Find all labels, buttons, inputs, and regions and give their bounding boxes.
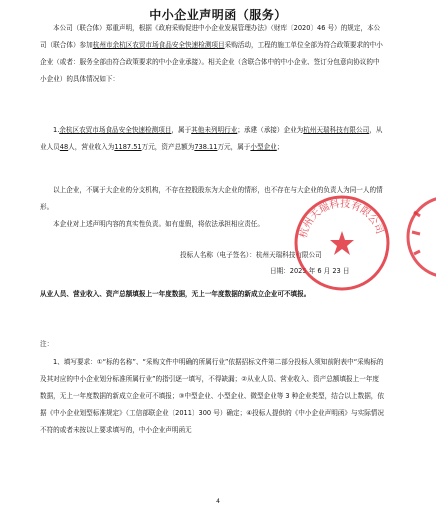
item-text: ，从业人员 — [40, 126, 383, 151]
date-line — [270, 264, 349, 278]
note-body: 1、填写要求：①“标的名称”、“采购文件中明确的所属行业”依据招标文件第二部分投标人须知前附表中“采购标的及其对应的中小企业划分标准所属行业”的指引逐一填写，不得缺漏；②从业人员、营业收入、资产总额填报上一年度数据，无上一年度数据的新成立企业可不填报；③中型企业、小型企业、微型企业等 3 种企业类型，结合以上数据，依据《中小企业划型标准规定》（工信部联企业〔2011〕300 号）确定；④投标人提供的《中小企业声明函》与实际情况不符的或者未按以上要求填写的，中小企业声明函无 — [40, 358, 384, 434]
item-text: 人，营业收入为 — [68, 143, 115, 151]
data-note: 从业人员、营业收入、资产总额填报上一年度数据，无上一年度数据的新成立企业可不填报。 — [40, 290, 311, 298]
declaration-text-1: 本公司（联合体）郑重声明，根据《政府采购促进中小企业发展管理办法》 — [53, 24, 271, 32]
item-text: ；承建（承接）企业为 — [237, 126, 304, 134]
item-text: 万元，属于 — [217, 143, 251, 151]
declaration-paragraph — [40, 20, 384, 88]
seal-text: 杭州天瑞科技有限公司 — [298, 198, 385, 240]
project-name: 杭州市余杭区农贸市场食品安全快速检测项目 — [92, 41, 225, 49]
item-size: 小型企业 — [250, 143, 277, 151]
signature-value: 杭州天瑞科技有限公司 — [255, 251, 322, 259]
enterprise-details-paragraph — [40, 122, 384, 156]
seal-star-icon — [330, 231, 354, 255]
signature-label: 投标人名称（电子签名）： — [180, 251, 256, 259]
partial-seal-stamp — [402, 182, 436, 292]
item-revenue: 1187.51 — [114, 143, 142, 151]
item-company: 杭州天瑞科技有限公司 — [303, 126, 370, 134]
item-industry: 其他未列明行业 — [191, 126, 238, 134]
date-label: 日期： — [270, 267, 290, 275]
declaration-text-2: （财库〔2020〕46 号）的规定，本公司（联合体）参加 — [40, 24, 381, 49]
non-branch-statement: 以上企业，不属于大企业的分支机构，不存在控股股东为大企业的情形，也不存在与大企业的负责人为同一人的情形。 — [40, 186, 383, 211]
page-number: 4 — [216, 498, 220, 505]
item-text: ，属于 — [171, 126, 192, 134]
item-number: 1. — [53, 126, 60, 134]
item-assets: 738.11 — [194, 143, 218, 151]
signature-line — [180, 248, 322, 262]
item-text: 万元，资产总额为 — [141, 143, 195, 151]
document-title: 中小企业声明函（服务） — [149, 8, 287, 22]
item-project: 余杭区农贸市场食品安全快速检测项目 — [59, 126, 172, 134]
note-heading: 注： — [40, 340, 54, 348]
item-staff: 48 — [59, 143, 69, 151]
item-text: ； — [276, 143, 284, 151]
responsibility-statement: 本企业对上述声明内容的真实性负责。如有虚假，将依法承担相应责任。 — [53, 220, 264, 228]
date-value: 2025 年 6 月 23 日 — [289, 267, 350, 275]
declaration-text-3: 采购活动，工程的施工单位全部为符合政策要求的中小企业（或者：服务全部由符合政策要求的中小企业承接）。相关企业（含联合体中的中小企业、签订分包意向协议的中小企业）的具体情况如下： — [40, 41, 383, 83]
